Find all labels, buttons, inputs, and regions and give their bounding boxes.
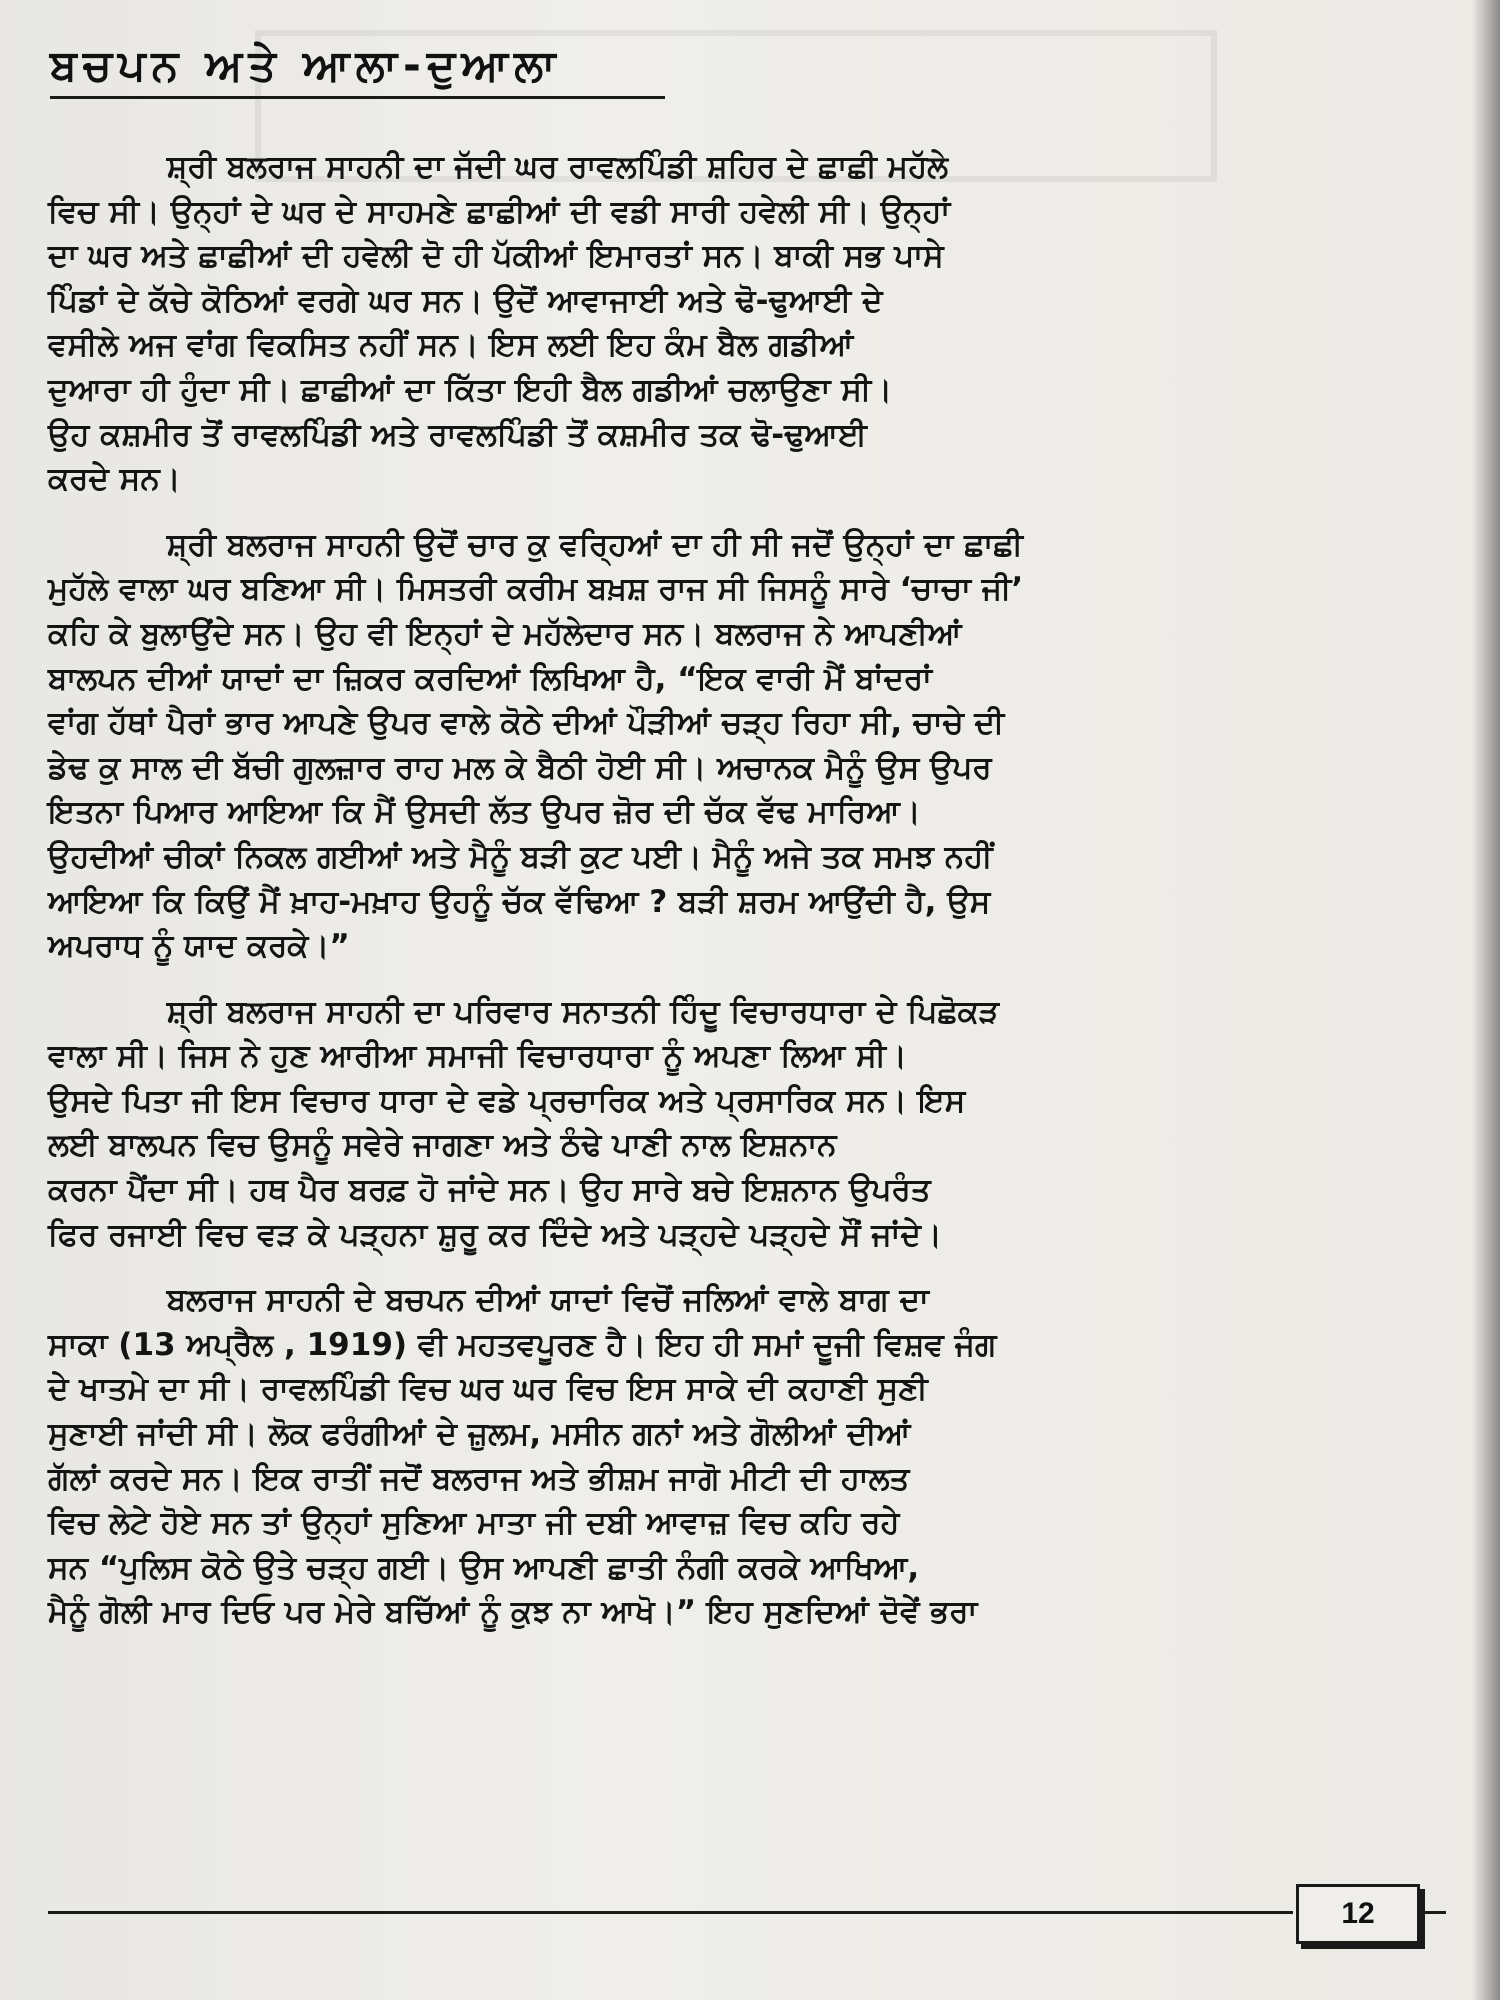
chapter-heading: ਬਚਪਨ ਅਤੇ ਆਲਾ-ਦੁਆਲਾ xyxy=(50,41,562,91)
footer-rule-end xyxy=(1418,1911,1446,1914)
body-text xyxy=(48,145,1448,1656)
text-line: ਗੱਲਾਂ ਕਰਦੇ ਸਨ। ਇਕ ਰਾਤੀਂ ਜਦੋਂ ਬਲਰਾਜ ਅਤੇ ਭੀਸ਼ਮ ਜਾਗੋ ਮੀਟੀ ਦੀ ਹਾਲਤ xyxy=(48,1460,910,1497)
text-line: ਸ਼੍ਰੀ ਬਲਰਾਜ ਸਾਹਨੀ ਉਦੋਂ ਚਾਰ ਕੁ ਵਰ੍ਹਿਆਂ ਦਾ ਹੀ ਸੀ ਜਦੋਂ ਉਨ੍ਹਾਂ ਦਾ ਛਾਛੀ xyxy=(48,526,1023,563)
text-line: ਇਤਨਾ ਪਿਆਰ ਆਇਆ ਕਿ ਮੈਂ ਉਸਦੀ ਲੱਤ ਉਪਰ ਜ਼ੋਰ ਦੀ ਚੱਕ ਵੱਢ ਮਾਰਿਆ। xyxy=(48,794,921,831)
text-line: ਦੁਆਰਾ ਹੀ ਹੁੰਦਾ ਸੀ। ਛਾਛੀਆਂ ਦਾ ਕਿੱਤਾ ਇਹੀ ਬੈਲ ਗਡੀਆਂ ਚਲਾਉਣਾ ਸੀ। xyxy=(48,371,893,408)
text-line: ਆਇਆ ਕਿ ਕਿਉਂ ਮੈਂ ਖ਼ਾਹ-ਮਖ਼ਾਹ ਉਹਨੂੰ ਚੱਕ ਵੱਢਿਆ ? ਬੜੀ ਸ਼ਰਮ ਆਉਂਦੀ ਹੈ, ਉਸ xyxy=(48,883,991,920)
text-line: ਦੇ ਖਾਤਮੇ ਦਾ ਸੀ। ਰਾਵਲਪਿੰਡੀ ਵਿਚ ਘਰ ਘਰ ਵਿਚ ਇਸ ਸਾਕੇ ਦੀ ਕਹਾਣੀ ਸੁਣੀ xyxy=(48,1371,928,1408)
text-line: ਵਾਂਗ ਹੱਥਾਂ ਪੈਰਾਂ ਭਾਰ ਆਪਣੇ ਉਪਰ ਵਾਲੇ ਕੋਠੇ ਦੀਆਂ ਪੌੜੀਆਂ ਚੜ੍ਹ ਰਿਹਾ ਸੀ, ਚਾਚੇ ਦੀ xyxy=(48,705,1005,742)
text-line: ਉਹਦੀਆਂ ਚੀਕਾਂ ਨਿਕਲ ਗਈਆਂ ਅਤੇ ਮੈਨੂੰ ਬੜੀ ਕੁਟ ਪਈ। ਮੈਨੂੰ ਅਜੇ ਤਕ ਸਮਝ ਨਹੀਂ xyxy=(48,838,993,875)
text-line: ਵਿਚ ਲੇਟੇ ਹੋਏ ਸਨ ਤਾਂ ਉਨ੍ਹਾਂ ਸੁਣਿਆ ਮਾਤਾ ਜੀ ਦਬੀ ਆਵਾਜ਼ ਵਿਚ ਕਹਿ ਰਹੇ xyxy=(48,1505,900,1542)
text-line: ਸਨ “ਪੁਲਿਸ ਕੋਠੇ ਉਤੇ ਚੜ੍ਹ ਗਈ। ਉਸ ਆਪਣੀ ਛਾਤੀ ਨੰਗੀ ਕਰਕੇ ਆਖਿਆ, xyxy=(48,1549,920,1586)
text-line: ਲਈ ਬਾਲਪਨ ਵਿਚ ਉਸਨੂੰ ਸਵੇਰੇ ਜਾਗਣਾ ਅਤੇ ਠੰਢੇ ਪਾਣੀ ਨਾਲ ਇਸ਼ਨਾਨ xyxy=(48,1127,837,1164)
text-line: ਵਿਚ ਸੀ। ਉਨ੍ਹਾਂ ਦੇ ਘਰ ਦੇ ਸਾਹਮਣੇ ਛਾਛੀਆਂ ਦੀ ਵਡੀ ਸਾਰੀ ਹਵੇਲੀ ਸੀ। ਉਨ੍ਹਾਂ xyxy=(48,193,951,230)
page-number: 12 xyxy=(1296,1884,1420,1944)
text-line: ਫਿਰ ਰਜਾਈ ਵਿਚ ਵੜ ਕੇ ਪੜ੍ਹਨਾ ਸ਼ੁਰੂ ਕਰ ਦਿੰਦੇ ਅਤੇ ਪੜ੍ਹਦੇ ਪੜ੍ਹਦੇ ਸੌਂ ਜਾਂਦੇ। xyxy=(48,1216,942,1253)
text-line: ਬਲਰਾਜ ਸਾਹਨੀ ਦੇ ਬਚਪਨ ਦੀਆਂ ਯਾਦਾਂ ਵਿਚੋਂ ਜਲਿਆਂ ਵਾਲੇ ਬਾਗ ਦਾ xyxy=(48,1282,929,1319)
text-line: ਕਰਨਾ ਪੈਂਦਾ ਸੀ। ਹਥ ਪੈਰ ਬਰਫ਼ ਹੋ ਜਾਂਦੇ ਸਨ। ਉਹ ਸਾਰੇ ਬਚੇ ਇਸ਼ਨਾਨ ਉਪਰੰਤ xyxy=(48,1172,931,1209)
text-line: ਕਰਦੇ ਸਨ। xyxy=(48,461,181,498)
paragraph-3 xyxy=(48,990,1448,1258)
text-line: ਸੁਣਾਈ ਜਾਂਦੀ ਸੀ। ਲੋਕ ਫਰੰਗੀਆਂ ਦੇ ਜ਼ੁਲਮ, ਮਸੀਨ ਗਨਾਂ ਅਤੇ ਗੋਲੀਆਂ ਦੀਆਂ xyxy=(48,1416,911,1453)
paragraph-2 xyxy=(48,523,1448,969)
text-line: ਵਾਲਾ ਸੀ। ਜਿਸ ਨੇ ਹੁਣ ਆਰੀਆ ਸਮਾਜੀ ਵਿਚਾਰਧਾਰਾ ਨੂੰ ਅਪਣਾ ਲਿਆ ਸੀ। xyxy=(48,1038,907,1075)
page-edge-shadow xyxy=(1472,0,1500,2000)
text-line: ਵਸੀਲੇ ਅਜ ਵਾਂਗ ਵਿਕਸਿਤ ਨਹੀਂ ਸਨ। ਇਸ ਲਈ ਇਹ ਕੰਮ ਬੈਲ ਗਡੀਆਂ xyxy=(48,327,854,364)
text-line: ਉਸਦੇ ਪਿਤਾ ਜੀ ਇਸ ਵਿਚਾਰ ਧਾਰਾ ਦੇ ਵਡੇ ਪ੍ਰਚਾਰਿਕ ਅਤੇ ਪ੍ਰਸਾਰਿਕ ਸਨ। ਇਸ xyxy=(48,1082,966,1119)
heading-underline xyxy=(50,96,665,99)
text-line: ਮੈਨੂੰ ਗੋਲੀ ਮਾਰ ਦਿਓ ਪਰ ਮੇਰੇ ਬਚਿੱਆਂ ਨੂੰ ਕੁਝ ਨਾ ਆਖੋ।” ਇਹ ਸੁਣਦਿਆਂ ਦੋਵੇਂ ਭਰਾ xyxy=(48,1594,978,1631)
text-line: ਪਿੰਡਾਂ ਦੇ ਕੱਚੇ ਕੋਠਿਆਂ ਵਰਗੇ ਘਰ ਸਨ। ਉਦੋਂ ਆਵਾਜਾਈ ਅਤੇ ਢੋ-ਢੁਆਈ ਦੇ xyxy=(48,282,883,319)
text-line: ਸ਼੍ਰੀ ਬਲਰਾਜ ਸਾਹਨੀ ਦਾ ਪਰਿਵਾਰ ਸਨਾਤਨੀ ਹਿੰਦੂ ਵਿਚਾਰਧਾਰਾ ਦੇ ਪਿਛੋਕੜ xyxy=(48,993,1000,1030)
text-line: ਮੁਹੱਲੇ ਵਾਲਾ ਘਰ ਬਣਿਆ ਸੀ। ਮਿਸਤਰੀ ਕਰੀਮ ਬਖ਼ਸ਼ ਰਾਜ ਸੀ ਜਿਸਨੂੰ ਸਾਰੇ ‘ਚਾਚਾ ਜੀ’ xyxy=(48,571,1024,608)
text-line: ਦਾ ਘਰ ਅਤੇ ਛਾਛੀਆਂ ਦੀ ਹਵੇਲੀ ਦੋ ਹੀ ਪੱਕੀਆਂ ਇਮਾਰਤਾਂ ਸਨ। ਬਾਕੀ ਸਭ ਪਾਸੇ xyxy=(48,238,944,275)
text-line: ਉਹ ਕਸ਼ਮੀਰ ਤੋਂ ਰਾਵਲਪਿੰਡੀ ਅਤੇ ਰਾਵਲਪਿੰਡੀ ਤੋਂ ਕਸ਼ਮੀਰ ਤਕ ਢੋ-ਢੁਆਈ xyxy=(48,416,867,453)
text-line: ਸ਼੍ਰੀ ਬਲਰਾਜ ਸਾਹਨੀ ਦਾ ਜੱਦੀ ਘਰ ਰਾਵਲਪਿੰਡੀ ਸ਼ਹਿਰ ਦੇ ਛਾਛੀ ਮਹੱਲੇ xyxy=(48,149,949,185)
text-line: ਡੇਢ ਕੁ ਸਾਲ ਦੀ ਬੱਚੀ ਗੁਲਜ਼ਾਰ ਰਾਹ ਮਲ ਕੇ ਬੈਠੀ ਹੋਈ ਸੀ। ਅਚਾਨਕ ਮੈਨੂੰ ਉਸ ਉਪਰ xyxy=(48,749,992,786)
text-line: ਕਹਿ ਕੇ ਬੁਲਾਉਂਦੇ ਸਨ। ਉਹ ਵੀ ਇਨ੍ਹਾਂ ਦੇ ਮਹੱਲੇਦਾਰ ਸਨ। ਬਲਰਾਜ ਨੇ ਆਪਣੀਆਂ xyxy=(48,615,962,652)
paragraph-4 xyxy=(48,1278,1448,1635)
footer-rule xyxy=(48,1911,1293,1914)
text-line: ਬਾਲਪਨ ਦੀਆਂ ਯਾਦਾਂ ਦਾ ਜ਼ਿਕਰ ਕਰਦਿਆਂ ਲਿਖਿਆ ਹੈ, “ਇਕ ਵਾਰੀ ਮੈਂ ਬਾਂਦਰਾਂ xyxy=(48,660,932,697)
text-line: ਅਪਰਾਧ ਨੂੰ ਯਾਦ ਕਰਕੇ।” xyxy=(48,928,350,965)
text-line: ਸਾਕਾ (13 ਅਪ੍ਰੈਲ , 1919) ਵੀ ਮਹਤਵਪੂਰਣ ਹੈ। ਇਹ ਹੀ ਸਮਾਂ ਦੂਜੀ ਵਿਸ਼ਵ ਜੰਗ xyxy=(48,1326,997,1363)
paragraph-1 xyxy=(48,145,1448,502)
